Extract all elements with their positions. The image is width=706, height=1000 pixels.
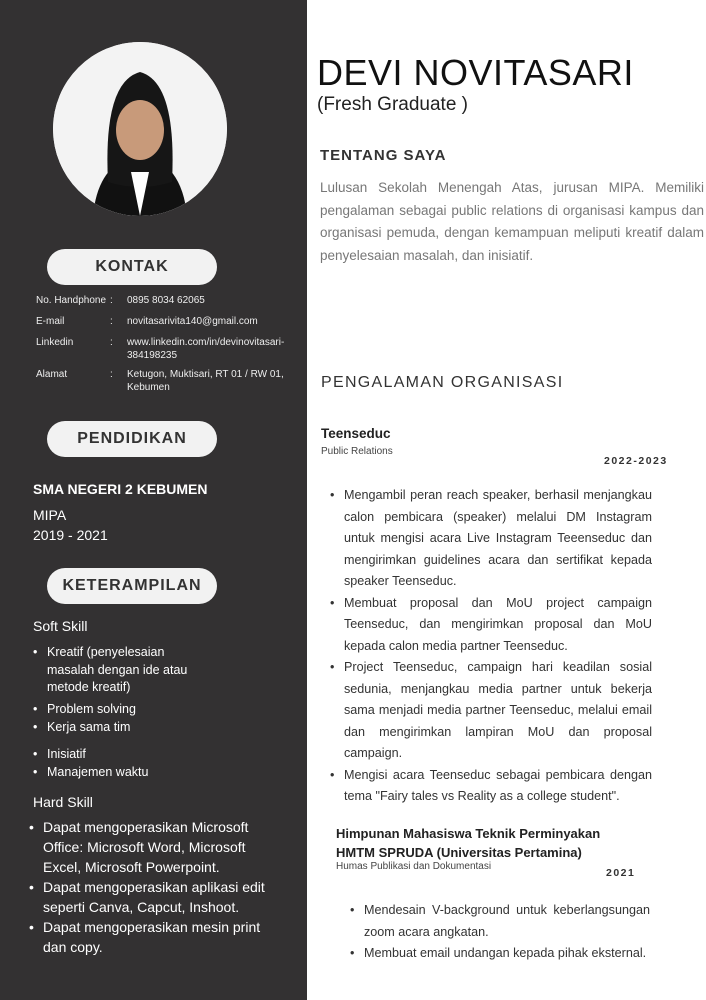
hard-skill-item: • Dapat mengoperasikan Microsoft Office: Microsoft Word, Microsoft Excel, Microsoft Powerpoint. — [29, 817, 279, 877]
soft-skill-item: • Inisiatif — [33, 746, 203, 764]
org-points — [330, 485, 652, 808]
major: MIPA — [33, 507, 67, 523]
education-years: 2019 - 2021 — [33, 527, 108, 543]
about-text: Lulusan Sekolah Menengah Atas, jurusan MIPA. Memiliki pengalaman sebagai public relations di organisasi kampus dan organisasi pemuda, dengan kemampuan meliputi kreatif dalam penyelesaian masalah, dan inisiatif. — [320, 180, 704, 263]
contact-value: www.linkedin.com/in/devinovitasari-384198235 — [127, 337, 285, 361]
contact-separator: : — [110, 337, 113, 348]
contact-value: novitasarivita140@gmail.com — [127, 316, 258, 327]
school-name: SMA NEGERI 2 KEBUMEN — [33, 481, 208, 497]
contact-separator: : — [110, 369, 113, 380]
org-point: • Project Teenseduc, campaign hari keadilan sosial sedunia, menjangkau media partner untuk bekerja sama menjadi media partner Teenseduc, melalui email dan mengirimkan lampiran MoU dan proposal campaign. — [330, 657, 652, 765]
hard-skill-label: Hard Skill — [33, 794, 93, 810]
org-point: • Mengambil peran reach speaker, berhasil menjangkau calon pembicara (speaker) melalui DM Instagram untuk mengisi acara Live Instagram Teeenseduc dan mengirimkan guidelines acara dan sertifikat kepada speaker Teenseduc. — [330, 485, 652, 593]
org-point: • Mendesain V-background untuk keberlangsungan zoom acara angkatan. — [350, 900, 650, 943]
education-heading: PENDIDIKAN — [47, 421, 217, 457]
org-years: 2021 — [606, 867, 636, 879]
soft-skill-item: • Manajemen waktu — [33, 764, 203, 782]
hard-skill-list — [29, 817, 279, 957]
profile-photo — [53, 42, 227, 216]
org-point: • Mengisi acara Teenseduc sebagai pembicara dengan tema "Fairy tales vs Reality as a college student". — [330, 765, 652, 808]
soft-skill-item: • Kerja sama tim — [33, 719, 203, 737]
contact-label: No. Handphone — [36, 295, 107, 306]
contact-value: 0895 8034 62065 — [127, 295, 205, 306]
contact-separator: : — [110, 295, 113, 306]
org-point: • Membuat proposal dan MoU project campaign Teenseduc, dan mengirimkan proposal dan MoU kepada calon media partner Teenseduc. — [330, 593, 652, 658]
about-heading: TENTANG SAYA — [320, 147, 447, 164]
skills-heading: KETERAMPILAN — [47, 568, 217, 604]
org-role: Public Relations — [321, 446, 393, 457]
experience-heading: PENGALAMAN ORGANISASI — [321, 374, 564, 391]
sidebar — [0, 0, 307, 1000]
org-name: Himpunan Mahasiswa Teknik Perminyakan HMTM SPRUDA (Universitas Pertamina) — [336, 826, 601, 860]
org-name: Teenseduc — [321, 426, 391, 441]
org-role: Humas Publikasi dan Dokumentasi — [336, 861, 492, 872]
contact-row — [36, 336, 306, 366]
contact-separator: : — [110, 316, 113, 327]
org-point: • Membuat email undangan kepada pihak eksternal. — [350, 943, 650, 965]
hard-skill-item: • Dapat mengoperasikan aplikasi edit seperti Canva, Capcut, Inshoot. — [29, 877, 279, 917]
org-years: 2022-2023 — [604, 455, 668, 467]
contact-heading: KONTAK — [47, 249, 217, 285]
soft-skill-item: • Problem solving — [33, 701, 203, 719]
person-subtitle: (Fresh Graduate ) — [317, 94, 468, 115]
contact-label: Linkedin — [36, 337, 74, 348]
soft-skill-label: Soft Skill — [33, 618, 88, 634]
contact-label: Alamat — [36, 369, 68, 380]
contact-value: Ketugon, Muktisari, RT 01 / RW 01, Kebumen — [127, 369, 284, 393]
contact-row — [36, 368, 306, 398]
contact-label: E-mail — [36, 316, 65, 327]
hard-skill-item: • Dapat mengoperasikan mesin print dan copy. — [29, 917, 279, 957]
person-name: DEVI NOVITASARI — [317, 52, 634, 93]
org-points — [350, 900, 650, 965]
soft-skill-list — [33, 644, 203, 783]
soft-skill-item: • Kreatif (penyelesaian masalah dengan ide atau metode kreatif) — [33, 644, 203, 697]
